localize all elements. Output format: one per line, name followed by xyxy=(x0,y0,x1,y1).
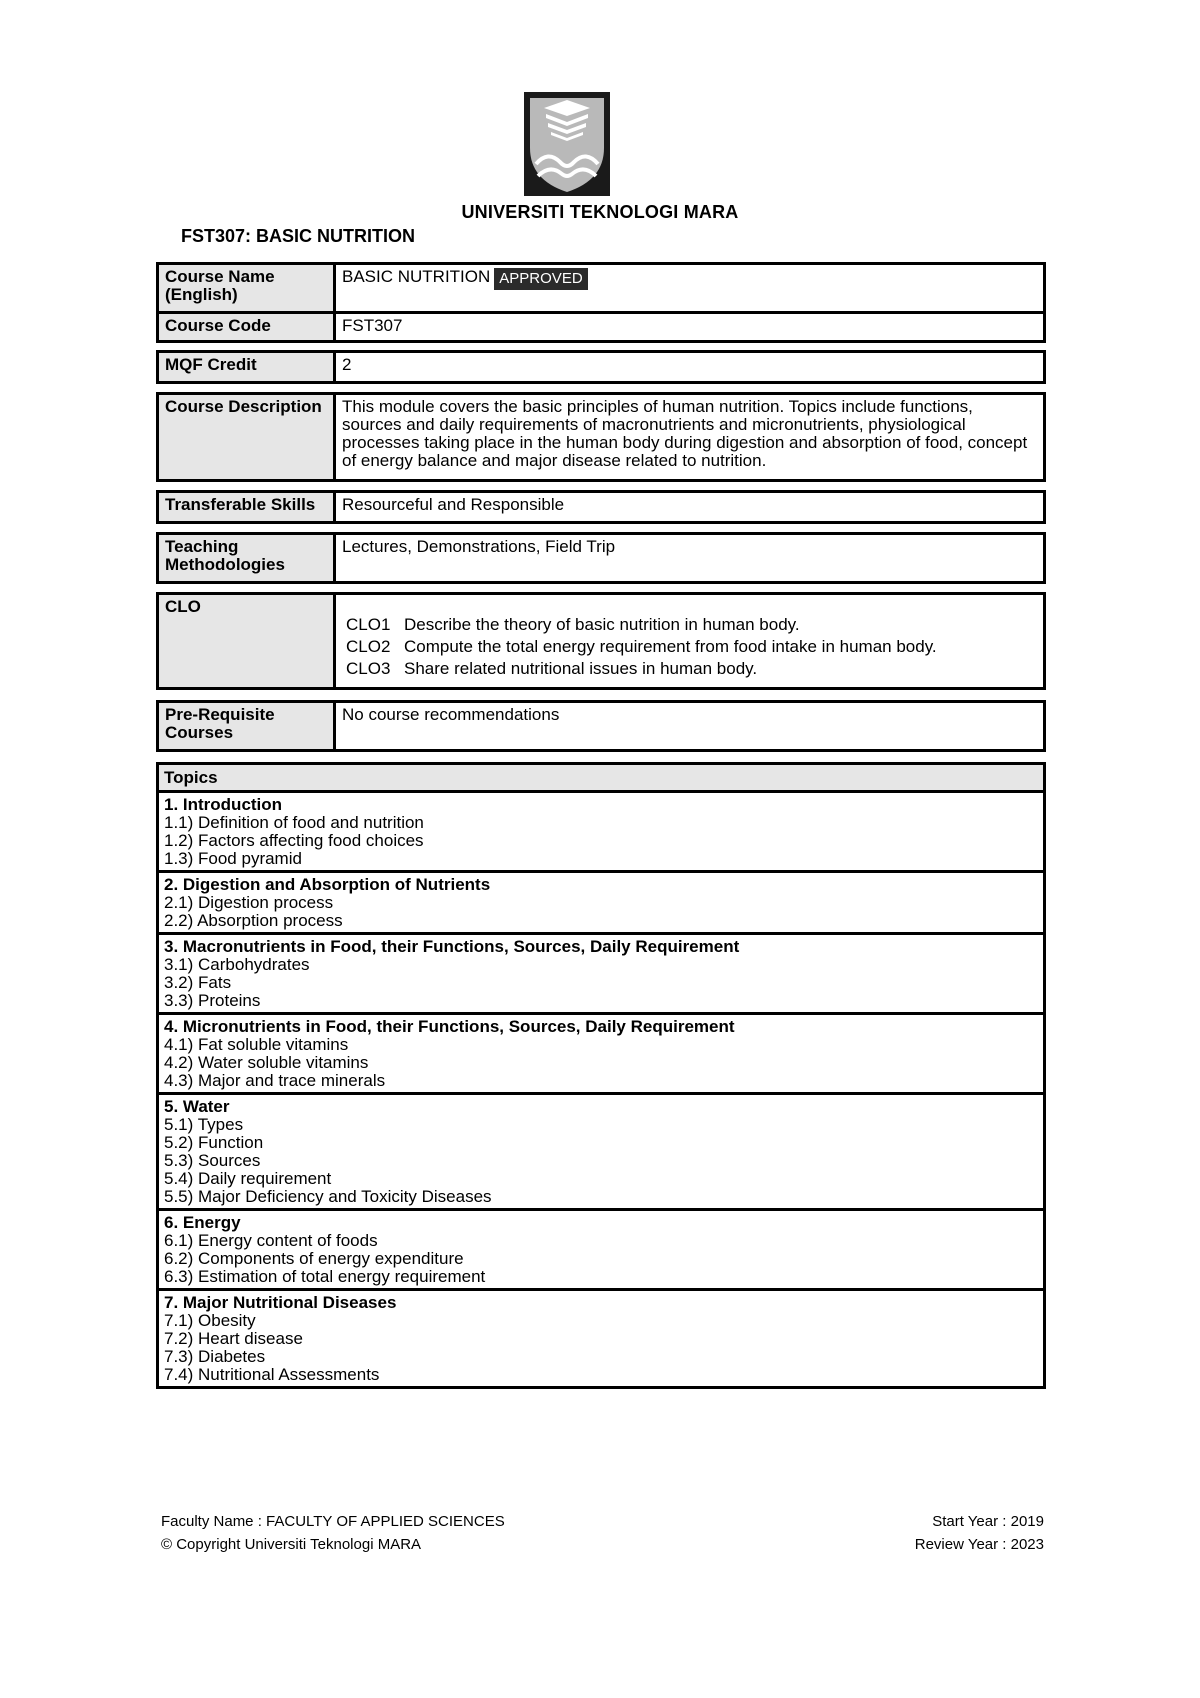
course-name-value xyxy=(336,265,1043,311)
subtopic: 1.3) Food pyramid xyxy=(164,849,302,868)
course-description-label: Course Description xyxy=(159,395,336,479)
teaching-methodologies-label: Teaching Methodologies xyxy=(159,535,336,581)
subtopic: 4.2) Water soluble vitamins xyxy=(164,1053,369,1072)
clo-code: CLO3 xyxy=(346,659,391,678)
footer-right xyxy=(915,1510,1044,1556)
course-code-value: FST307 xyxy=(336,311,1043,340)
topic-section xyxy=(159,932,1043,1012)
subtopic: 2.1) Digestion process xyxy=(164,893,334,912)
clo-code: CLO1 xyxy=(346,615,391,634)
subtopic: 5.5) Major Deficiency and Toxicity Diseases xyxy=(164,1187,492,1206)
topic-title: 5. Water xyxy=(164,1097,230,1116)
topic-section xyxy=(159,1012,1043,1092)
course-code-label: Course Code xyxy=(159,311,336,340)
status-badge: APPROVED xyxy=(494,268,587,290)
topic-title: 1. Introduction xyxy=(164,795,283,814)
subtopic: 2.2) Absorption process xyxy=(164,911,343,930)
clo-code: CLO2 xyxy=(346,637,391,656)
clo-item xyxy=(346,614,1037,636)
topic-section xyxy=(159,1208,1043,1288)
transferable-skills-value: Resourceful and Responsible xyxy=(342,495,565,514)
clo-text: Describe the theory of basic nutrition in human body. xyxy=(404,615,800,634)
prerequisite-table xyxy=(156,700,1046,752)
subtopic: 3.2) Fats xyxy=(164,973,232,992)
subtopic: 7.2) Heart disease xyxy=(164,1329,303,1348)
subtopic: 6.2) Components of energy expenditure xyxy=(164,1249,464,1268)
start-year: Start Year : 2019 xyxy=(932,1513,1044,1530)
subtopic: 5.2) Function xyxy=(164,1133,264,1152)
topic-title: 4. Micronutrients in Food, their Functions, Sources, Daily Requirement xyxy=(164,1017,735,1036)
course-heading: FST307: BASIC NUTRITION xyxy=(181,226,416,246)
topic-section xyxy=(159,870,1043,932)
clo-item xyxy=(346,658,1037,680)
prerequisite-label: Pre-Requisite Courses xyxy=(159,703,336,749)
subtopic: 7.1) Obesity xyxy=(164,1311,256,1330)
copyright-notice: © Copyright Universiti Teknologi MARA xyxy=(161,1536,422,1553)
university-name: UNIVERSITI TEKNOLOGI MARA xyxy=(461,202,739,222)
course-description-value: This module covers the basic principles of human nutrition. Topics include functions, sources and daily requirements of macronutrients and micronutrients, physiological processes taking place in the human body during digestion and absorption of food, concept of energy balance and major disease related to nutrition. xyxy=(342,397,1028,470)
mqf-credit-value: 2 xyxy=(342,355,352,374)
topic-title: 3. Macronutrients in Food, their Functions, Sources, Daily Requirement xyxy=(164,937,740,956)
prerequisite-value: No course recommendations xyxy=(342,705,560,724)
subtopic: 1.1) Definition of food and nutrition xyxy=(164,813,424,832)
course-description-table xyxy=(156,392,1046,482)
subtopic: 7.3) Diabetes xyxy=(164,1347,266,1366)
subtopic: 1.2) Factors affecting food choices xyxy=(164,831,424,850)
mqf-credit-label: MQF Credit xyxy=(159,353,336,381)
review-year: Review Year : 2023 xyxy=(914,1536,1044,1553)
teaching-methodologies-table xyxy=(156,532,1046,584)
university-crest-logo xyxy=(524,92,610,196)
subtopic: 3.3) Proteins xyxy=(164,991,261,1010)
mqf-credit-table xyxy=(156,350,1046,384)
clo-label: CLO xyxy=(159,595,336,687)
subtopic: 5.4) Daily requirement xyxy=(164,1169,332,1188)
subtopic: 7.4) Nutritional Assessments xyxy=(164,1365,380,1384)
subtopic: 3.1) Carbohydrates xyxy=(164,955,310,974)
subtopic: 5.3) Sources xyxy=(164,1151,261,1170)
topic-title: 6. Energy xyxy=(164,1213,241,1232)
transferable-skills-table xyxy=(156,490,1046,524)
clo-text: Compute the total energy requirement from food intake in human body. xyxy=(404,637,937,656)
course-name-label: Course Name (English) xyxy=(159,265,336,311)
clo-list xyxy=(342,598,1037,680)
teaching-methodologies-value: Lectures, Demonstrations, Field Trip xyxy=(342,537,616,556)
topic-section xyxy=(159,790,1043,870)
subtopic: 4.3) Major and trace minerals xyxy=(164,1071,386,1090)
clo-table xyxy=(156,592,1046,690)
subtopic: 4.1) Fat soluble vitamins xyxy=(164,1035,349,1054)
course-name-table xyxy=(156,262,1046,343)
topic-title: 7. Major Nutritional Diseases xyxy=(164,1293,397,1312)
clo-text: Share related nutritional issues in human body. xyxy=(404,659,758,678)
topics-header: Topics xyxy=(159,765,1043,790)
topic-section xyxy=(159,1092,1043,1208)
topics-table xyxy=(156,762,1046,1389)
topic-section xyxy=(159,1288,1043,1386)
clo-value xyxy=(336,595,1043,687)
subtopic: 6.1) Energy content of foods xyxy=(164,1231,378,1250)
transferable-skills-label: Transferable Skills xyxy=(159,493,336,521)
footer-left xyxy=(161,1510,505,1556)
clo-item xyxy=(346,636,1037,658)
course-name-text: BASIC NUTRITION xyxy=(342,267,491,286)
subtopic: 6.3) Estimation of total energy requirement xyxy=(164,1267,486,1286)
topic-title: 2. Digestion and Absorption of Nutrients xyxy=(164,875,491,894)
subtopic: 5.1) Types xyxy=(164,1115,244,1134)
faculty-name: Faculty Name : FACULTY OF APPLIED SCIENCES xyxy=(161,1513,505,1530)
